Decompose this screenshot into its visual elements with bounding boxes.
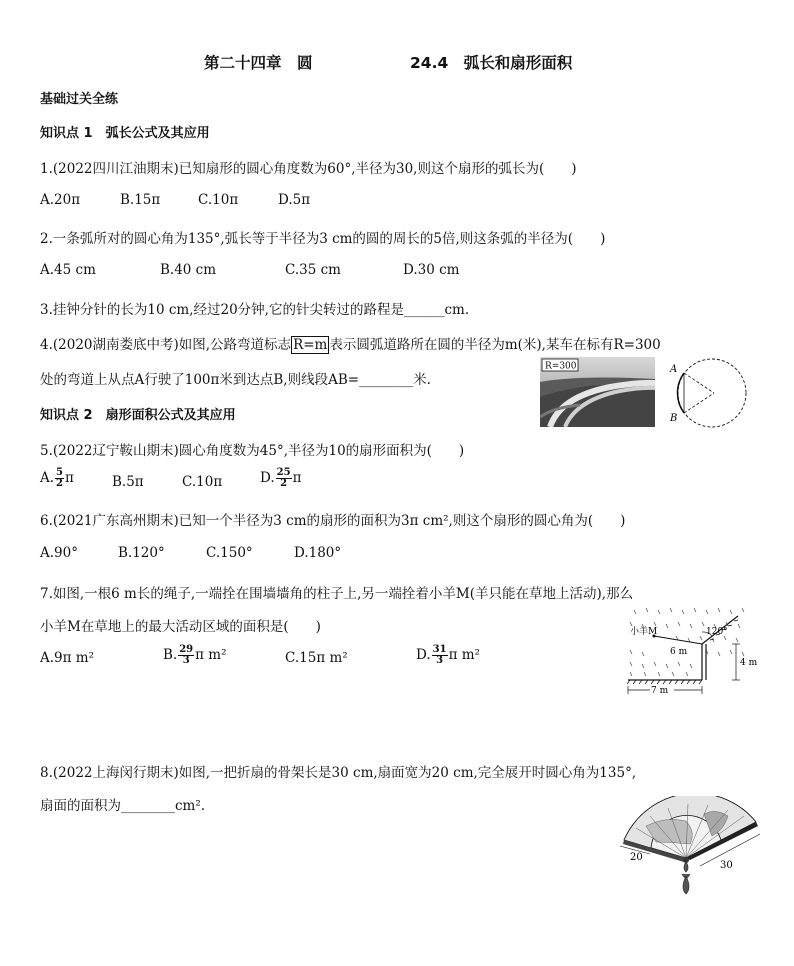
q7-d-numerator: 31 bbox=[432, 644, 447, 655]
q2-option-b: B.40 cm bbox=[160, 262, 217, 278]
q5-d-suffix: π bbox=[292, 470, 302, 486]
question-4-line-2: 处的弯道上从点A行驶了100π米到达点B,则线段AB=________米. bbox=[40, 372, 431, 388]
fan-width-label: 20 bbox=[630, 852, 643, 863]
rope-length-label: 6 m bbox=[670, 647, 688, 657]
q7-d-prefix: D. bbox=[416, 647, 431, 663]
fan-rib-label: 30 bbox=[720, 860, 733, 871]
point-a-label: A bbox=[670, 364, 678, 375]
q1-option-a: A.20π bbox=[40, 192, 81, 208]
q5-option-a bbox=[40, 468, 74, 489]
q7-b-fraction bbox=[178, 645, 194, 666]
question-7-line-1: 7.如图,一根6 m长的绳子,一端拴在围墙墙角的柱子上,另一端拴着小羊M(羊只能在草地上活动),那么 bbox=[40, 586, 634, 602]
q5-a-denominator: 2 bbox=[56, 478, 64, 489]
q4-text-b: 表示圆弧道路所在圆的半径为m(米),某车在标有R=300 bbox=[329, 337, 661, 353]
road-sign-box: R=m bbox=[293, 337, 328, 353]
angle-label: 120° bbox=[706, 627, 728, 637]
practice-title: 基础过关全练 bbox=[40, 92, 119, 107]
q5-option-c: C.10π bbox=[182, 474, 223, 490]
q5-d-prefix: D. bbox=[260, 470, 275, 486]
question-8-line-1: 8.(2022上海闵行期末)如图,一把折扇的骨架长是30 cm,扇面宽为20 cm,完全展开时圆心角为135°, bbox=[40, 765, 637, 781]
q5-a-fraction bbox=[55, 468, 64, 489]
q5-option-b: B.5π bbox=[112, 474, 144, 490]
photo-sign-label: R=300 bbox=[545, 361, 577, 372]
question-8-line-2: 扇面的面积为________cm². bbox=[40, 798, 206, 814]
question-5-text: 5.(2022辽宁鞍山期末)圆心角度数为45°,半径为10的扇形面积为( ) bbox=[40, 443, 465, 459]
folding-fan-diagram bbox=[616, 796, 776, 906]
q7-b-prefix: B. bbox=[163, 647, 178, 663]
question-4-line-1 bbox=[40, 333, 661, 353]
question-2-text: 2.一条弧所对的圆心角为135°,弧长等于半径为3 cm的圆的周长的5倍,则这条弧的半径为( ) bbox=[40, 231, 606, 247]
q5-a-prefix: A. bbox=[40, 470, 55, 486]
q5-d-denominator: 2 bbox=[280, 478, 288, 489]
question-3-text: 3.挂钟分针的长为10 cm,经过20分钟,它的针尖转过的路程是______cm. bbox=[40, 302, 470, 318]
q7-option-a: A.9π m² bbox=[40, 650, 95, 666]
arc-circle-diagram bbox=[664, 355, 750, 431]
q7-d-fraction bbox=[432, 645, 448, 666]
q7-b-numerator: 29 bbox=[179, 644, 194, 655]
question-7-line-2: 小羊M在草地上的最大活动区域的面积是( ) bbox=[40, 619, 321, 635]
knowledge-point-1: 知识点 1 弧长公式及其应用 bbox=[40, 126, 210, 141]
question-6-text: 6.(2021广东高州期末)已知一个半径为3 cm的扇形的面积为3π cm²,则这个扇形的圆心角为( ) bbox=[40, 513, 626, 529]
sheep-rope-diagram bbox=[626, 604, 774, 696]
q7-b-denominator: 3 bbox=[182, 655, 190, 666]
q1-option-c: C.10π bbox=[198, 192, 239, 208]
q7-d-denominator: 3 bbox=[436, 655, 444, 666]
q5-d-fraction bbox=[276, 468, 292, 489]
q6-option-d: D.180° bbox=[294, 545, 342, 561]
road-photo bbox=[540, 357, 655, 427]
q5-a-suffix: π bbox=[65, 470, 74, 486]
q5-d-numerator: 25 bbox=[276, 467, 291, 478]
q5-a-numerator: 5 bbox=[56, 467, 64, 478]
sheep-label: 小羊M bbox=[630, 627, 658, 637]
point-b-label: B bbox=[670, 413, 678, 424]
q7-option-d bbox=[416, 645, 480, 666]
q7-b-suffix: π m² bbox=[195, 647, 227, 663]
q5-option-d bbox=[260, 468, 301, 489]
base-length-label: 7 m bbox=[651, 686, 669, 696]
q4-text-a: 4.(2020湖南娄底中考)如图,公路弯道标志 bbox=[40, 337, 292, 353]
q1-option-b: B.15π bbox=[120, 192, 161, 208]
q7-d-suffix: π m² bbox=[448, 647, 480, 663]
q6-option-c: C.150° bbox=[206, 545, 253, 561]
q6-option-a: A.90° bbox=[40, 545, 78, 561]
q2-option-a: A.45 cm bbox=[40, 262, 96, 278]
q7-option-b bbox=[163, 645, 227, 666]
section-title: 24.4 弧长和扇形面积 bbox=[410, 54, 573, 72]
q2-option-c: C.35 cm bbox=[285, 262, 341, 278]
q7-option-c: C.15π m² bbox=[285, 650, 348, 666]
wall-height-label: 4 m bbox=[740, 658, 758, 668]
q6-option-b: B.120° bbox=[118, 545, 165, 561]
chapter-title: 第二十四章 圆 bbox=[204, 54, 313, 72]
question-1-text: 1.(2022四川江油期末)已知扇形的圆心角度数为60°,半径为30,则这个扇形的弧长为( ) bbox=[40, 161, 577, 177]
knowledge-point-2: 知识点 2 扇形面积公式及其应用 bbox=[40, 408, 236, 423]
q2-option-d: D.30 cm bbox=[403, 262, 460, 278]
q1-option-d: D.5π bbox=[278, 192, 311, 208]
